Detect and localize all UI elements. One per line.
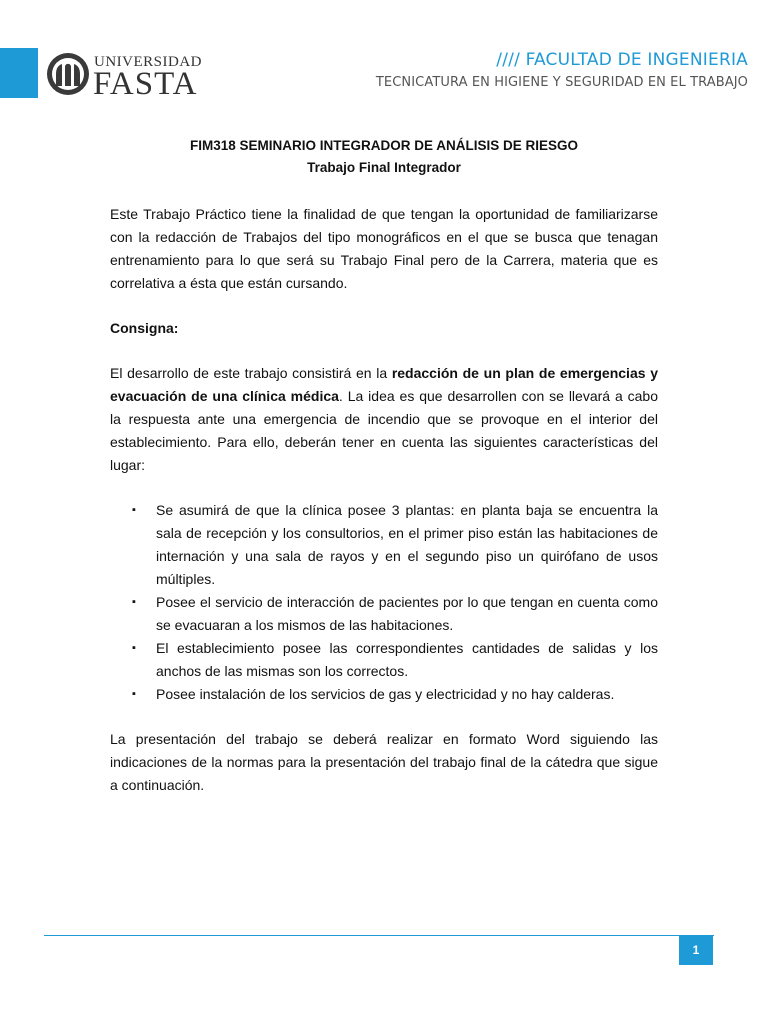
development-text-bold: redacción de un plan de emergencias y evacuación de una clínica médica — [110, 365, 658, 404]
university-logo — [46, 52, 202, 102]
university-emblem-icon — [46, 52, 90, 96]
program-name: TECNICATURA EN HIGIENE Y SEGURIDAD EN EL TRABAJO — [375, 75, 748, 90]
consigna-heading: Consigna: — [110, 320, 179, 336]
development-text-start: El desarrollo de este trabajo consistirá en la — [110, 365, 392, 381]
list-item-text: Posee el servicio de interacción de pacientes por lo que tengan en cuenta como se evacuaran a los mismos de las habitaciones. — [156, 594, 658, 633]
document-subtitle: Trabajo Final Integrador — [307, 160, 461, 175]
footer-divider — [44, 935, 714, 936]
faculty-name: //// FACULTAD DE INGENIERIA — [496, 50, 748, 70]
development-paragraph — [110, 362, 658, 477]
bullet-icon: ▪ — [132, 596, 136, 608]
intro-paragraph: Este Trabajo Práctico tiene la finalidad de que tengan la oportunidad de familiarizarse con la redacción de Trabajos del tipo monográficos en el que se busca que tenagan entrenamiento para lo que será su Trabajo Final pero de la Carrera, materia que es correlativa a ésta que están cursando. — [110, 206, 658, 291]
bullet-icon: ▪ — [132, 688, 136, 700]
list-item-text: Posee instalación de los servicios de gas y electricidad y no hay calderas. — [156, 686, 615, 702]
logo-text-fasta: FASTA — [93, 66, 198, 102]
header-institution — [376, 50, 748, 90]
characteristics-list — [110, 499, 658, 706]
document-title: FIM318 SEMINARIO INTEGRADOR DE ANÁLISIS DE RIESGO — [189, 138, 579, 153]
development-text-end: . La idea es que desarrollen con se llevará a cabo la respuesta ante una emergencia de incendio que se provoque en el interior del establecimiento. Para ello, deberán tener en cuenta las siguientes características del lugar: — [110, 388, 658, 473]
closing-paragraph: La presentación del trabajo se deberá realizar en formato Word siguiendo las indicaciones de la normas para la presentación del trabajo final de la cátedra que sigue a continuación. — [110, 731, 658, 793]
page-number: 1 — [679, 935, 713, 965]
list-item-text: Se asumirá de que la clínica posee 3 plantas: en planta baja se encuentra la sala de recepción y los consultorios, en el primer piso están las habitaciones de internación y una sala de rayos y en el segundo piso un quirófano de usos múltiples. — [156, 502, 658, 587]
list-item — [110, 499, 658, 591]
list-item-text: El establecimiento posee las correspondientes cantidades de salidas y los anchos de las mismas son los correctos. — [156, 640, 658, 679]
header-accent-bar — [0, 48, 38, 98]
bullet-icon: ▪ — [132, 504, 136, 516]
logo-text-universidad: UNIVERSIDAD — [94, 54, 202, 70]
bullet-icon: ▪ — [132, 642, 136, 654]
document-body — [110, 135, 658, 797]
list-item — [110, 683, 658, 706]
list-item — [110, 637, 658, 683]
list-item — [110, 591, 658, 637]
